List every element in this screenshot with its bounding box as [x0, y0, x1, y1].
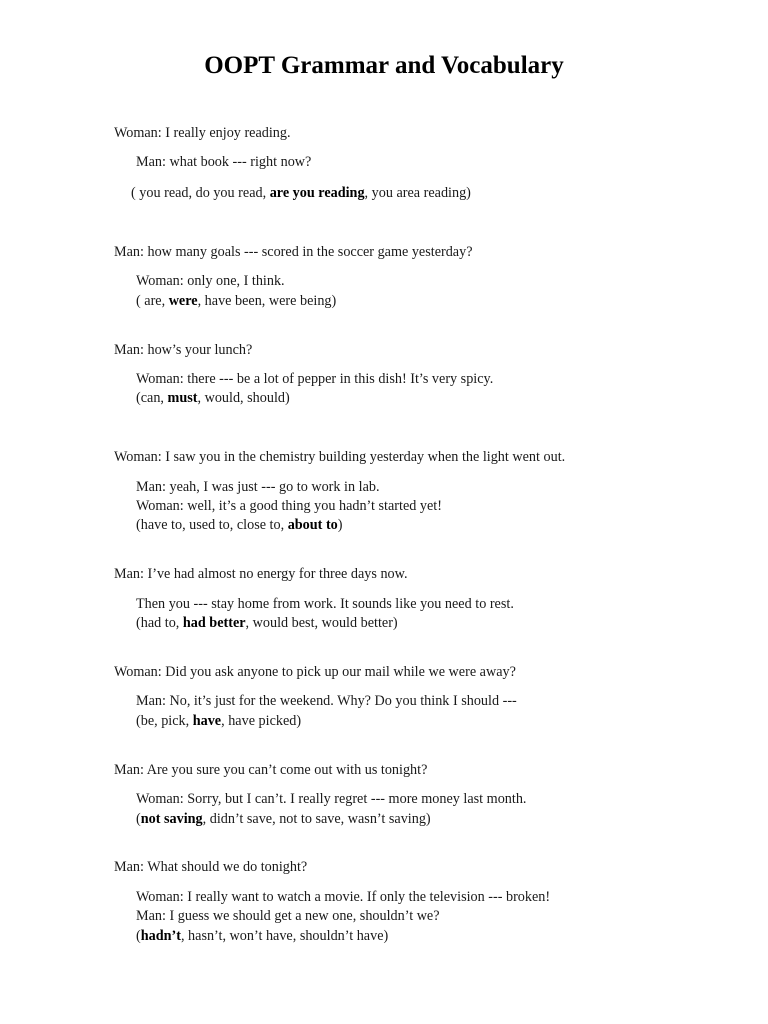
- q1-line: Man: what book --- right now?: [136, 154, 312, 170]
- q6-line: Man: No, it’s just for the weekend. Why? Do you think I should ---: [136, 693, 517, 709]
- q3-options-pre: (can,: [136, 390, 168, 406]
- q5-options-post: , would best, would better): [245, 615, 398, 631]
- q7-prompt: Man: Are you sure you can’t come out with us tonight?: [114, 762, 428, 778]
- q2-line: Woman: only one, I think.: [136, 273, 285, 289]
- q6-answer: have: [192, 713, 222, 729]
- q4-line-2: Woman: well, it’s a good thing you hadn’t started yet!: [136, 498, 442, 514]
- q8-answer: hadn’t: [140, 928, 181, 944]
- q6-options: [136, 712, 301, 730]
- q5-answer: had better: [182, 615, 246, 631]
- q8-options-post: , hasn’t, won’t have, shouldn’t have): [180, 928, 389, 944]
- q3-options: [136, 389, 290, 407]
- q1-answer: are you reading: [269, 185, 365, 201]
- q4-prompt: Woman: I saw you in the chemistry building yesterday when the light went out.: [114, 449, 566, 465]
- q4-options: [136, 516, 343, 534]
- q1-options-post: , you area reading): [364, 185, 471, 201]
- q2-options-post: , have been, were being): [197, 293, 337, 309]
- q7-answer: not saving: [140, 811, 203, 827]
- q3-line: Woman: there --- be a lot of pepper in this dish! It’s very spicy.: [136, 371, 494, 387]
- q2-prompt: Man: how many goals --- scored in the soccer game yesterday?: [114, 244, 473, 260]
- q1-options-pre: ( you read, do you read,: [131, 185, 270, 201]
- q6-prompt: Woman: Did you ask anyone to pick up our mail while we were away?: [114, 664, 516, 680]
- q3-prompt: Man: how’s your lunch?: [114, 342, 253, 358]
- q5-options: [136, 614, 398, 632]
- q2-options-pre: ( are,: [136, 293, 169, 309]
- q8-options-pre: (: [136, 928, 141, 944]
- q8-line-1: Woman: I really want to watch a movie. If only the television --- broken!: [136, 889, 551, 905]
- q2-answer: were: [168, 293, 198, 309]
- q2-options: [136, 292, 336, 310]
- q4-options-post: ): [337, 517, 343, 533]
- q3-options-post: , would, should): [197, 390, 290, 406]
- q3-answer: must: [167, 390, 198, 406]
- q7-options-pre: (: [136, 811, 141, 827]
- q5-line: Then you --- stay home from work. It sounds like you need to rest.: [136, 596, 514, 612]
- q8-prompt: Man: What should we do tonight?: [114, 859, 308, 875]
- q8-options: [136, 927, 388, 945]
- q8-line-2: Man: I guess we should get a new one, shouldn’t we?: [136, 908, 440, 924]
- q7-line: Woman: Sorry, but I can’t. I really regret --- more money last month.: [136, 791, 527, 807]
- q5-prompt: Man: I’ve had almost no energy for three days now.: [114, 566, 408, 582]
- q7-options: [136, 810, 431, 828]
- q4-line-1: Man: yeah, I was just --- go to work in lab.: [136, 479, 380, 495]
- q6-options-post: , have picked): [221, 713, 302, 729]
- q1-prompt: Woman: I really enjoy reading.: [114, 125, 291, 141]
- q4-answer: about to: [287, 517, 338, 533]
- page-title: OOPT Grammar and Vocabulary: [204, 52, 564, 79]
- q1-options: [131, 184, 471, 202]
- q4-options-pre: (have to, used to, close to,: [136, 517, 288, 533]
- q7-options-post: , didn’t save, not to save, wasn’t saving): [202, 811, 431, 827]
- q6-options-pre: (be, pick,: [136, 713, 193, 729]
- q5-options-pre: (had to,: [136, 615, 183, 631]
